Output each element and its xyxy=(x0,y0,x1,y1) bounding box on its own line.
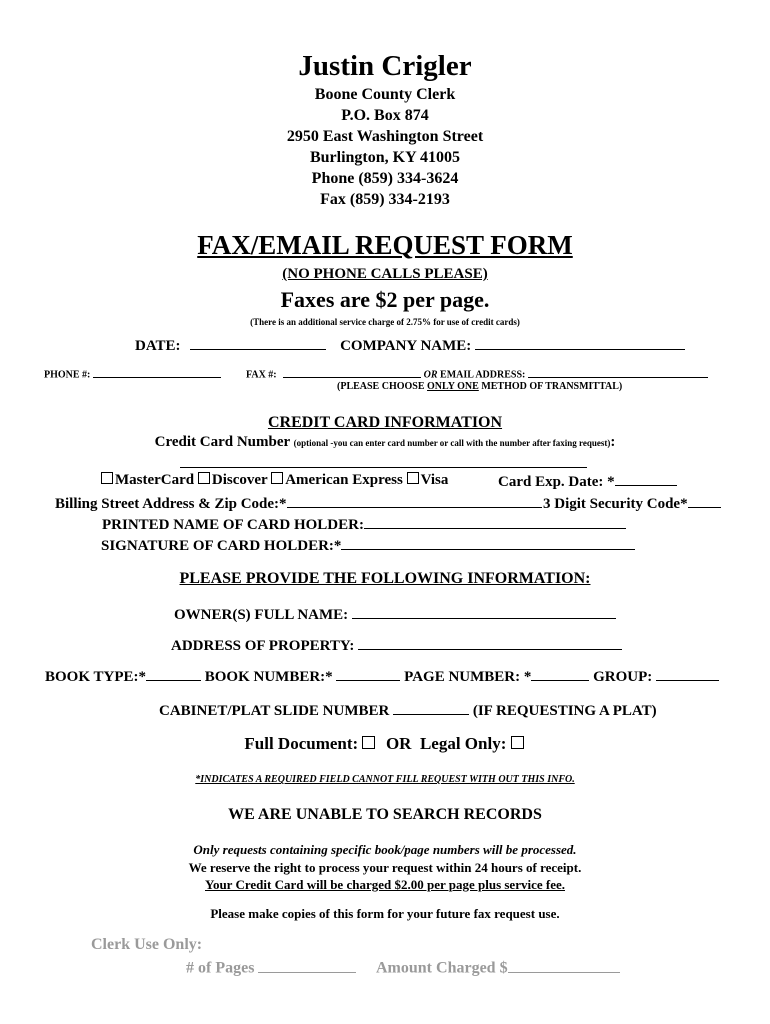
book-number-field[interactable] xyxy=(336,667,400,681)
page-number-label: PAGE NUMBER: * xyxy=(404,668,532,685)
date-label: DATE: xyxy=(135,337,181,354)
unable-to-search: WE ARE UNABLE TO SEARCH RECORDS xyxy=(228,806,542,823)
owner-field[interactable] xyxy=(352,605,616,619)
clerk-pages-label: # of Pages xyxy=(186,959,255,977)
company-label: COMPANY NAME: xyxy=(340,337,472,354)
fax-email-row xyxy=(246,368,708,381)
discover-checkbox[interactable] xyxy=(198,472,210,484)
book-type-label: BOOK TYPE:* xyxy=(45,668,146,685)
clerk-amount-row xyxy=(376,958,620,978)
card-exp-label: Card Exp. Date: * xyxy=(498,473,615,490)
group-label: GROUP: xyxy=(593,668,653,685)
signature-row xyxy=(101,536,635,555)
company-field[interactable] xyxy=(475,336,685,350)
discover-label: Discover xyxy=(211,472,268,488)
transmittal-note xyxy=(337,381,622,392)
billing-field[interactable] xyxy=(287,494,542,508)
address-street: 2950 East Washington Street xyxy=(286,128,484,145)
credit-card-number-note: (optional -you can enter card number or call with the number after faxing request) xyxy=(293,438,611,448)
document-type-row xyxy=(0,734,770,754)
credit-card-number-colon: : xyxy=(610,434,616,450)
security-code-row xyxy=(543,494,721,513)
fee-statement: Faxes are $2 per page. xyxy=(280,287,490,312)
book-type-field[interactable] xyxy=(146,667,201,681)
amex-label: American Express xyxy=(285,472,403,488)
book-row xyxy=(45,667,719,686)
printed-name-field[interactable] xyxy=(364,515,626,529)
or-label: OR xyxy=(423,369,438,381)
reserve-note: We reserve the right to process your request within 24 hours of receipt. xyxy=(188,860,582,875)
credit-card-number-field[interactable] xyxy=(180,454,587,468)
cabinet-field[interactable] xyxy=(393,701,469,715)
book-number-label: BOOK NUMBER:* xyxy=(204,668,333,685)
mastercard-checkbox[interactable] xyxy=(101,472,113,484)
phone-field[interactable] xyxy=(93,368,221,378)
address-po-box: P.O. Box 874 xyxy=(341,107,429,124)
clerk-use-heading: Clerk Use Only: xyxy=(91,936,203,953)
office-line: Boone County Clerk xyxy=(314,86,456,103)
fax-field[interactable] xyxy=(283,368,421,378)
fax-label: FAX #: xyxy=(246,369,277,381)
or-word: OR xyxy=(385,734,412,753)
full-document-checkbox[interactable] xyxy=(362,736,375,749)
charge-note: Your Credit Card will be charged $2.00 per page plus service fee. xyxy=(205,877,565,892)
clerk-amount-label: Amount Charged $ xyxy=(376,959,508,977)
credit-card-number-row xyxy=(0,434,770,451)
visa-checkbox[interactable] xyxy=(407,472,419,484)
office-phone: Phone (859) 334-3624 xyxy=(311,170,459,187)
legal-only-label: Legal Only: xyxy=(419,734,507,753)
security-code-field[interactable] xyxy=(688,494,721,508)
date-field[interactable] xyxy=(190,336,326,350)
form-subtitle: (NO PHONE CALLS PLEASE) xyxy=(282,266,488,282)
copies-note: Please make copies of this form for your future fax request use. xyxy=(210,906,560,921)
printed-name-label: PRINTED NAME OF CARD HOLDER: xyxy=(102,516,364,533)
property-address-row xyxy=(171,636,622,655)
credit-card-number-label: Credit Card Number xyxy=(154,434,290,450)
group-field[interactable] xyxy=(656,667,719,681)
clerk-amount-field[interactable] xyxy=(508,958,620,973)
cabinet-label: CABINET/PLAT SLIDE NUMBER xyxy=(159,702,390,719)
property-address-field[interactable] xyxy=(358,636,622,650)
card-exp-field[interactable] xyxy=(615,472,677,486)
page-number-field[interactable] xyxy=(531,667,589,681)
transmittal-note-only: ONLY ONE xyxy=(427,381,479,392)
office-fax: Fax (859) 334-2193 xyxy=(320,191,450,208)
clerk-name: Justin Crigler xyxy=(298,50,472,82)
cabinet-row xyxy=(159,701,657,720)
clerk-pages-row xyxy=(186,958,356,978)
transmittal-note-post: METHOD OF TRANSMITTAL) xyxy=(478,381,623,392)
info-heading: PLEASE PROVIDE THE FOLLOWING INFORMATION: xyxy=(179,570,591,587)
form-title: FAX/EMAIL REQUEST FORM xyxy=(197,230,573,260)
required-note: *INDICATES A REQUIRED FIELD CANNOT FILL REQUEST WITH OUT THIS INFO. xyxy=(195,774,575,785)
owner-row xyxy=(174,605,616,624)
owner-label: OWNER(S) FULL NAME: xyxy=(174,606,349,623)
legal-only-checkbox[interactable] xyxy=(511,736,524,749)
signature-label: SIGNATURE OF CARD HOLDER:* xyxy=(101,537,342,554)
billing-row xyxy=(55,494,542,513)
amex-checkbox[interactable] xyxy=(271,472,283,484)
visa-label: Visa xyxy=(420,472,449,488)
transmittal-note-pre: (PLEASE CHOOSE xyxy=(337,381,428,392)
fee-note: (There is an additional service charge of 2.75% for use of credit cards) xyxy=(250,317,520,327)
only-requests-note: Only requests containing specific book/page numbers will be processed. xyxy=(193,842,577,857)
clerk-pages-field[interactable] xyxy=(258,958,356,973)
phone-row xyxy=(44,368,221,381)
card-exp-row xyxy=(498,472,677,491)
phone-label: PHONE #: xyxy=(44,369,91,381)
email-field[interactable] xyxy=(528,368,708,378)
email-label: EMAIL ADDRESS: xyxy=(440,369,526,381)
signature-field[interactable] xyxy=(341,536,635,550)
address-city: Burlington, KY 41005 xyxy=(309,149,461,166)
date-row xyxy=(135,336,685,355)
mastercard-label: MasterCard xyxy=(115,472,195,488)
full-document-label: Full Document: xyxy=(244,734,359,753)
credit-card-heading: CREDIT CARD INFORMATION xyxy=(267,414,503,431)
security-code-label: 3 Digit Security Code* xyxy=(543,495,688,512)
property-address-label: ADDRESS OF PROPERTY: xyxy=(171,637,355,654)
billing-label: Billing Street Address & Zip Code:* xyxy=(55,495,287,512)
card-type-row xyxy=(101,472,448,489)
cabinet-note: (IF REQUESTING A PLAT) xyxy=(472,702,657,719)
printed-name-row xyxy=(102,515,626,534)
